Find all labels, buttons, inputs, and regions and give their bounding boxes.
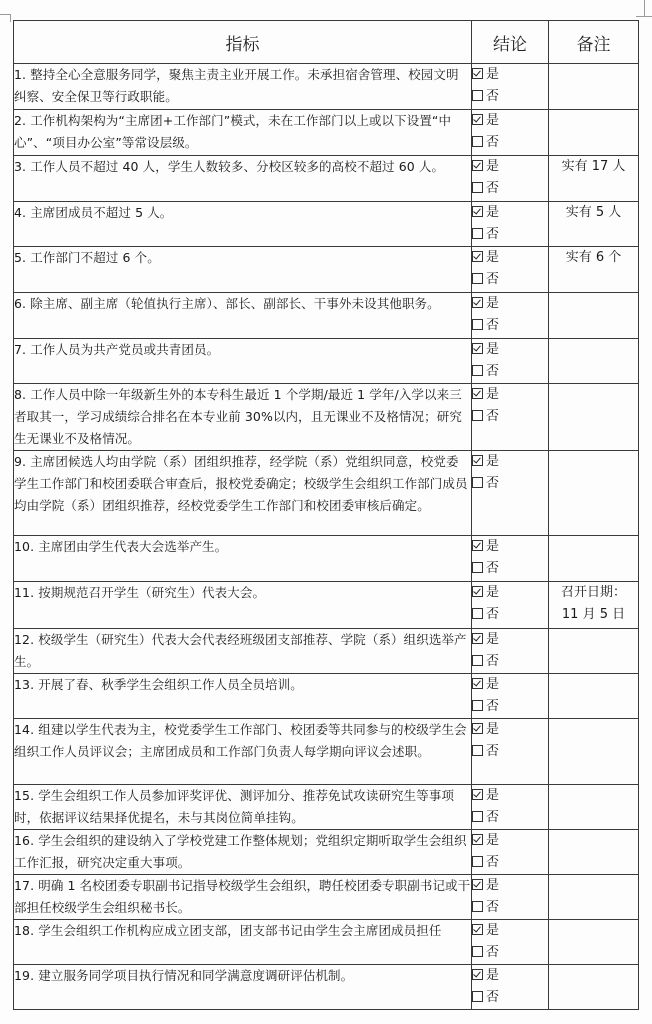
empty-box-icon[interactable] (472, 90, 483, 101)
option-yes-label: 是 (486, 342, 500, 357)
table-header-row (14, 21, 639, 64)
indicator-cell: 14. 组建以学生代表为主，校党委学生工作部门、校团委等共同参与的校级学生会组织工作人员评议会；主席团成员和工作部门负责人每学期向评议会述职。 (14, 719, 472, 785)
indicator-cell: 16. 学生会组织的建设纳入了学校党建工作整体规划；党组织定期听取学生会组织工作汇报，研究决定重大事项。 (14, 830, 472, 875)
remark-cell (549, 674, 639, 719)
checked-box-icon[interactable] (472, 160, 483, 171)
crop-mark-top-left (0, 14, 11, 22)
option-yes-label: 是 (486, 968, 500, 983)
option-yes-label: 是 (486, 878, 500, 893)
header-conclusion: 结论 (472, 21, 549, 64)
checked-box-icon[interactable] (472, 633, 483, 644)
empty-box-icon[interactable] (472, 811, 483, 822)
conclusion-cell (472, 293, 549, 339)
checked-box-icon[interactable] (472, 297, 483, 308)
option-yes-label: 是 (486, 159, 500, 174)
option-no-label: 否 (486, 855, 500, 870)
conclusion-cell (472, 920, 549, 965)
empty-box-icon[interactable] (472, 562, 483, 573)
conclusion-cell (472, 965, 549, 1010)
empty-box-icon[interactable] (472, 477, 483, 488)
checked-box-icon[interactable] (472, 834, 483, 845)
option-no[interactable] (472, 942, 548, 964)
empty-box-icon[interactable] (472, 700, 483, 711)
table-row (14, 629, 639, 674)
option-no-label: 否 (486, 561, 500, 576)
header-remark: 备注 (549, 21, 639, 64)
conclusion-cell (472, 64, 549, 110)
option-yes-label: 是 (486, 677, 500, 692)
remark-cell (549, 920, 639, 965)
remark-cell (549, 110, 639, 156)
option-yes[interactable] (472, 536, 548, 558)
remark-cell: 实有 17 人 (549, 156, 639, 202)
option-yes[interactable] (472, 719, 548, 741)
table-row (14, 785, 639, 830)
empty-box-icon[interactable] (472, 319, 483, 330)
remark-cell (549, 384, 639, 451)
indicator-cell: 12. 校级学生（研究生）代表大会代表经班级团支部推荐、学院（系）组织选举产生。 (14, 629, 472, 674)
table-row (14, 965, 639, 1010)
empty-box-icon[interactable] (472, 182, 483, 193)
conclusion-cell (472, 582, 549, 629)
option-yes[interactable] (472, 965, 548, 987)
option-yes[interactable] (472, 582, 548, 604)
crop-mark-top-right (644, 0, 645, 16)
indicator-cell: 15. 学生会组织工作人员参加评奖评优、测评加分、推荐免试攻读研究生等事项时，依据评议结果择优提名，未与其岗位简单挂钩。 (14, 785, 472, 830)
indicator-cell: 9. 主席团候选人均由学院（系）团组织推荐，经学院（系）党组织同意，校党委学生工作部门和校团委联合审查后，报校党委确定；校级学生会组织工作部门成员均由学院（系）团组织推荐，经校党委学生工作部门和校团委审核后确定。 (14, 451, 472, 536)
table-row (14, 339, 639, 384)
table-row (14, 247, 639, 293)
table-row (14, 875, 639, 920)
option-no[interactable] (472, 224, 548, 246)
indicator-cell: 2. 工作机构架构为“主席团+工作部门”模式，未在工作部门以上或以下设置“中心”、“项目办公室”等常设层级。 (14, 110, 472, 156)
option-no[interactable] (472, 132, 548, 154)
header-indicator: 指标 (14, 21, 472, 64)
checked-box-icon[interactable] (472, 678, 483, 689)
remark-cell: 实有 5 人 (549, 202, 639, 247)
option-no-label: 否 (486, 409, 500, 424)
checked-box-icon[interactable] (472, 789, 483, 800)
checked-box-icon[interactable] (472, 388, 483, 399)
conclusion-cell (472, 785, 549, 830)
option-yes-label: 是 (486, 67, 500, 82)
indicator-cell: 5. 工作部门不超过 6 个。 (14, 247, 472, 293)
table-row (14, 830, 639, 875)
crop-mark-top-left-h (0, 14, 10, 15)
option-yes[interactable] (472, 339, 548, 361)
option-yes[interactable] (472, 629, 548, 651)
option-yes-label: 是 (486, 250, 500, 265)
option-no-label: 否 (486, 699, 500, 714)
indicator-cell: 1. 整持全心全意服务同学，聚焦主责主业开展工作。未承担宿舍管理、校园文明纠察、安全保卫等行政职能。 (14, 64, 472, 110)
option-yes-label: 是 (486, 387, 500, 402)
option-no-label: 否 (486, 181, 500, 196)
option-yes[interactable] (472, 156, 548, 178)
indicator-cell: 8. 工作人员中除一年级新生外的本专科生最近 1 个学期/最近 1 学年/入学以来三者取其一，学习成绩综合排名在本专业前 30%以内，且无课业不及格情况；研究生无课业不及格情况。 (14, 384, 472, 451)
option-no[interactable] (472, 269, 548, 291)
checked-box-icon[interactable] (472, 879, 483, 890)
indicator-cell: 18. 学生会组织工作机构应成立团支部，团支部书记由学生会主席团成员担任 (14, 920, 472, 965)
option-yes[interactable] (472, 451, 548, 473)
option-no-label: 否 (486, 89, 500, 104)
empty-box-icon[interactable] (472, 991, 483, 1002)
indicator-cell: 17. 明确 1 名校团委专职副书记指导校级学生会组织，聘任校团委专职副书记或干部担任校级学生会组织秘书长。 (14, 875, 472, 920)
indicator-cell: 7. 工作人员为共产党员或共青团员。 (14, 339, 472, 384)
indicator-cell: 10. 主席团由学生代表大会选举产生。 (14, 536, 472, 582)
option-yes-label: 是 (486, 833, 500, 848)
remark-cell: 召开日期： 11 月 5 日 (549, 582, 639, 629)
option-no-label: 否 (486, 272, 500, 287)
checked-box-icon[interactable] (472, 723, 483, 734)
option-yes-label: 是 (486, 632, 500, 647)
remark-cell (549, 536, 639, 582)
option-no-label: 否 (486, 476, 500, 491)
checked-box-icon[interactable] (472, 68, 483, 79)
remark-cell: 实有 6 个 (549, 247, 639, 293)
option-yes[interactable] (472, 785, 548, 807)
conclusion-cell (472, 110, 549, 156)
empty-box-icon[interactable] (472, 856, 483, 867)
conclusion-cell (472, 156, 549, 202)
option-yes-label: 是 (486, 923, 500, 938)
option-no[interactable] (472, 86, 548, 108)
indicator-cell: 11. 按期规范召开学生（研究生）代表大会。 (14, 582, 472, 629)
conclusion-cell (472, 830, 549, 875)
empty-box-icon[interactable] (472, 410, 483, 421)
table-row (14, 582, 639, 629)
checked-box-icon[interactable] (472, 114, 483, 125)
table-row (14, 536, 639, 582)
option-yes-label: 是 (486, 539, 500, 554)
remark-cell (549, 339, 639, 384)
remark-cell (549, 719, 639, 785)
table-row (14, 384, 639, 451)
empty-box-icon[interactable] (472, 228, 483, 239)
option-yes[interactable] (472, 247, 548, 269)
option-yes-label: 是 (486, 788, 500, 803)
option-yes-label: 是 (486, 722, 500, 737)
table-row (14, 451, 639, 536)
checked-box-icon[interactable] (472, 206, 483, 217)
option-no-label: 否 (486, 135, 500, 150)
indicator-cell: 6. 除主席、副主席（轮值执行主席）、部长、副部长、干事外未设其他职务。 (14, 293, 472, 339)
remark-cell (549, 830, 639, 875)
empty-box-icon[interactable] (472, 745, 483, 756)
conclusion-cell (472, 719, 549, 785)
option-no[interactable] (472, 473, 548, 495)
option-no[interactable] (472, 558, 548, 580)
option-no[interactable] (472, 987, 548, 1009)
remark-cell (549, 629, 639, 674)
empty-box-icon[interactable] (472, 136, 483, 147)
option-no-label: 否 (486, 810, 500, 825)
option-yes-label: 是 (486, 205, 500, 220)
option-yes[interactable] (472, 674, 548, 696)
option-yes-label: 是 (486, 585, 500, 600)
option-yes[interactable] (472, 110, 548, 132)
remark-cell (549, 451, 639, 536)
indicator-cell: 19. 建立服务同学项目执行情况和同学满意度调研评估机制。 (14, 965, 472, 1010)
option-no-label: 否 (486, 945, 500, 960)
conclusion-cell (472, 384, 549, 451)
checked-box-icon[interactable] (472, 924, 483, 935)
checked-box-icon[interactable] (472, 251, 483, 262)
conclusion-cell (472, 674, 549, 719)
option-no[interactable] (472, 361, 548, 383)
option-no[interactable] (472, 897, 548, 919)
table-row (14, 202, 639, 247)
table-row (14, 719, 639, 785)
empty-box-icon[interactable] (472, 273, 483, 284)
table-row (14, 110, 639, 156)
option-no[interactable] (472, 604, 548, 626)
option-no-label: 否 (486, 990, 500, 1005)
option-yes-label: 是 (486, 454, 500, 469)
option-no-label: 否 (486, 900, 500, 915)
option-no[interactable] (472, 807, 548, 829)
evaluation-table (13, 20, 639, 1010)
table-row (14, 293, 639, 339)
conclusion-cell (472, 629, 549, 674)
option-no-label: 否 (486, 744, 500, 759)
conclusion-cell (472, 536, 549, 582)
empty-box-icon[interactable] (472, 946, 483, 957)
option-yes-label: 是 (486, 296, 500, 311)
indicator-cell: 4. 主席团成员不超过 5 人。 (14, 202, 472, 247)
table-row (14, 156, 639, 202)
option-no-label: 否 (486, 318, 500, 333)
conclusion-cell (472, 451, 549, 536)
option-yes[interactable] (472, 293, 548, 315)
indicator-cell: 3. 工作人员不超过 40 人，学生人数较多、分校区较多的高校不超过 60 人。 (14, 156, 472, 202)
remark-cell (549, 293, 639, 339)
option-yes[interactable] (472, 202, 548, 224)
checked-box-icon[interactable] (472, 455, 483, 466)
conclusion-cell (472, 875, 549, 920)
option-no[interactable] (472, 406, 548, 428)
option-no[interactable] (472, 741, 548, 763)
conclusion-cell (472, 202, 549, 247)
option-yes[interactable] (472, 830, 548, 852)
table-row (14, 64, 639, 110)
checked-box-icon[interactable] (472, 540, 483, 551)
checked-box-icon[interactable] (472, 586, 483, 597)
empty-box-icon[interactable] (472, 608, 483, 619)
indicator-cell: 13. 开展了春、秋季学生会组织工作人员全员培训。 (14, 674, 472, 719)
option-yes[interactable] (472, 64, 548, 86)
checked-box-icon[interactable] (472, 343, 483, 354)
checked-box-icon[interactable] (472, 969, 483, 980)
table-row (14, 920, 639, 965)
remark-cell (549, 875, 639, 920)
empty-box-icon[interactable] (472, 365, 483, 376)
option-yes[interactable] (472, 875, 548, 897)
option-yes-label: 是 (486, 113, 500, 128)
table-row (14, 674, 639, 719)
option-no-label: 否 (486, 607, 500, 622)
option-yes[interactable] (472, 384, 548, 406)
conclusion-cell (472, 247, 549, 293)
crop-mark-top-right-h (636, 16, 652, 17)
option-no-label: 否 (486, 654, 500, 669)
remark-cell (549, 64, 639, 110)
empty-box-icon[interactable] (472, 901, 483, 912)
conclusion-cell (472, 339, 549, 384)
remark-cell (549, 785, 639, 830)
option-no-label: 否 (486, 227, 500, 242)
option-no[interactable] (472, 315, 548, 337)
option-no[interactable] (472, 696, 548, 718)
remark-cell (549, 965, 639, 1010)
option-no[interactable] (472, 178, 548, 200)
option-no[interactable] (472, 651, 548, 673)
option-no-label: 否 (486, 364, 500, 379)
option-no[interactable] (472, 852, 548, 874)
empty-box-icon[interactable] (472, 655, 483, 666)
option-yes[interactable] (472, 920, 548, 942)
